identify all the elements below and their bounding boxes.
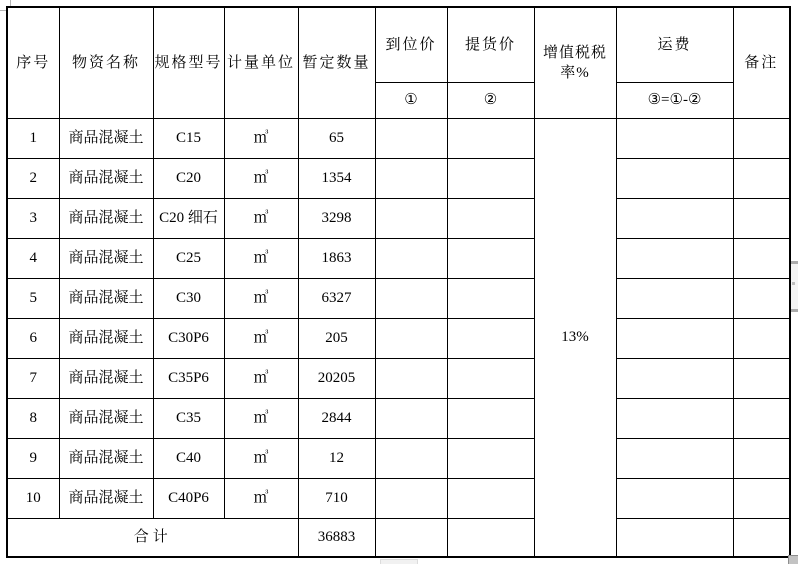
cell-qty[interactable]: 12 <box>298 438 375 478</box>
cell-vat-rate[interactable]: 13% <box>534 118 616 557</box>
cell-remark[interactable] <box>733 318 790 358</box>
cell-remark[interactable] <box>733 358 790 398</box>
cell-arrival-price[interactable] <box>375 318 447 358</box>
table-row <box>7 438 790 478</box>
cell-remark[interactable] <box>733 278 790 318</box>
cell-pickup-price[interactable] <box>447 198 534 238</box>
cell-remark[interactable] <box>733 438 790 478</box>
cell-remark[interactable] <box>733 518 790 557</box>
cell-arrival-price[interactable] <box>375 398 447 438</box>
col-header-freight[interactable]: 运费 <box>616 7 733 82</box>
col-header-pickup-price[interactable]: 提货价 <box>447 7 534 82</box>
cell-qty[interactable]: 65 <box>298 118 375 158</box>
header-row-1 <box>7 7 790 82</box>
cell-unit[interactable]: ㎥ <box>224 278 298 318</box>
cell-spec[interactable]: C20 细石 <box>153 198 224 238</box>
cell-pickup-price[interactable] <box>447 118 534 158</box>
table-row <box>7 158 790 198</box>
cell-pickup-price[interactable] <box>447 518 534 557</box>
table-row <box>7 238 790 278</box>
cell-serial[interactable]: 1 <box>7 118 59 158</box>
cell-freight[interactable] <box>616 438 733 478</box>
cell-spec[interactable]: C15 <box>153 118 224 158</box>
cell-arrival-price[interactable] <box>375 518 447 557</box>
cell-arrival-price[interactable] <box>375 278 447 318</box>
cell-remark[interactable] <box>733 198 790 238</box>
cell-material-name[interactable]: 商品混凝土 <box>59 158 153 198</box>
cell-remark[interactable] <box>733 238 790 278</box>
cell-serial[interactable]: 4 <box>7 238 59 278</box>
cell-serial[interactable]: 7 <box>7 358 59 398</box>
table-row <box>7 398 790 438</box>
col-header-vat-rate[interactable]: 增值税税率% <box>534 7 616 118</box>
cell-freight[interactable] <box>616 278 733 318</box>
cell-material-name[interactable]: 商品混凝土 <box>59 318 153 358</box>
col-header-serial[interactable]: 序号 <box>7 7 59 118</box>
cell-freight[interactable] <box>616 118 733 158</box>
cell-arrival-price[interactable] <box>375 158 447 198</box>
cell-total-qty[interactable]: 36883 <box>298 518 375 557</box>
cell-pickup-price[interactable] <box>447 318 534 358</box>
cell-unit[interactable]: ㎥ <box>224 478 298 518</box>
cell-arrival-price[interactable] <box>375 438 447 478</box>
cell-qty[interactable]: 1354 <box>298 158 375 198</box>
cell-serial[interactable]: 5 <box>7 278 59 318</box>
col-header-provisional-qty[interactable]: 暂定数量 <box>298 7 375 118</box>
cell-qty[interactable]: 20205 <box>298 358 375 398</box>
cell-remark[interactable] <box>733 478 790 518</box>
cell-freight[interactable] <box>616 238 733 278</box>
total-row <box>7 518 790 557</box>
vertical-scrollbar-fragment[interactable] <box>791 261 798 312</box>
subheader-pickup-price[interactable]: ② <box>447 82 534 118</box>
scrollbar-mark-icon <box>792 282 795 285</box>
cell-qty[interactable]: 3298 <box>298 198 375 238</box>
cell-freight[interactable] <box>616 198 733 238</box>
cell-freight[interactable] <box>616 518 733 557</box>
cell-spec[interactable]: C40P6 <box>153 478 224 518</box>
cell-spec[interactable]: C20 <box>153 158 224 198</box>
cell-pickup-price[interactable] <box>447 278 534 318</box>
cell-serial[interactable]: 3 <box>7 198 59 238</box>
cell-material-name[interactable]: 商品混凝土 <box>59 478 153 518</box>
cell-arrival-price[interactable] <box>375 238 447 278</box>
horizontal-scrollbar-fragment[interactable] <box>380 559 418 564</box>
cell-pickup-price[interactable] <box>447 398 534 438</box>
cell-unit[interactable]: ㎥ <box>224 158 298 198</box>
cell-serial[interactable]: 9 <box>7 438 59 478</box>
cell-qty[interactable]: 710 <box>298 478 375 518</box>
cell-spec[interactable]: C25 <box>153 238 224 278</box>
table-row <box>7 198 790 238</box>
cell-pickup-price[interactable] <box>447 158 534 198</box>
cell-unit[interactable]: ㎥ <box>224 118 298 158</box>
cell-material-name[interactable]: 商品混凝土 <box>59 278 153 318</box>
cell-spec[interactable]: C30 <box>153 278 224 318</box>
table-resize-handle[interactable] <box>788 555 798 564</box>
cell-pickup-price[interactable] <box>447 358 534 398</box>
cell-qty[interactable]: 205 <box>298 318 375 358</box>
cell-unit[interactable]: ㎥ <box>224 238 298 278</box>
col-header-arrival-price[interactable]: 到位价 <box>375 7 447 82</box>
subheader-freight-formula[interactable]: ③=①-② <box>616 82 733 118</box>
cell-material-name[interactable]: 商品混凝土 <box>59 358 153 398</box>
cell-remark[interactable] <box>733 398 790 438</box>
cell-unit[interactable]: ㎥ <box>224 318 298 358</box>
cell-pickup-price[interactable] <box>447 478 534 518</box>
table-row <box>7 118 790 158</box>
cell-pickup-price[interactable] <box>447 438 534 478</box>
cell-material-name[interactable]: 商品混凝土 <box>59 398 153 438</box>
cell-freight[interactable] <box>616 318 733 358</box>
cell-freight[interactable] <box>616 358 733 398</box>
cell-serial[interactable]: 2 <box>7 158 59 198</box>
col-header-unit[interactable]: 计量单位 <box>224 7 298 118</box>
cell-arrival-price[interactable] <box>375 198 447 238</box>
cell-freight[interactable] <box>616 398 733 438</box>
cell-qty[interactable]: 6327 <box>298 278 375 318</box>
cell-spec[interactable]: C40 <box>153 438 224 478</box>
cell-arrival-price[interactable] <box>375 358 447 398</box>
cell-serial[interactable]: 8 <box>7 398 59 438</box>
cell-arrival-price[interactable] <box>375 478 447 518</box>
cell-serial[interactable]: 10 <box>7 478 59 518</box>
table-row <box>7 358 790 398</box>
cell-serial[interactable]: 6 <box>7 318 59 358</box>
cell-qty[interactable]: 2844 <box>298 398 375 438</box>
cell-unit[interactable]: ㎥ <box>224 438 298 478</box>
cell-material-name[interactable]: 商品混凝土 <box>59 438 153 478</box>
cell-unit[interactable]: ㎥ <box>224 358 298 398</box>
col-header-remark[interactable]: 备注 <box>733 7 790 118</box>
materials-price-table <box>6 6 791 558</box>
cell-spec[interactable]: C35 <box>153 398 224 438</box>
cell-unit[interactable]: ㎥ <box>224 198 298 238</box>
table-row <box>7 478 790 518</box>
col-header-spec-model[interactable]: 规格型号 <box>153 7 224 118</box>
cell-total-label[interactable]: 合计 <box>7 518 298 557</box>
col-header-material-name[interactable]: 物资名称 <box>59 7 153 118</box>
cell-remark[interactable] <box>733 158 790 198</box>
subheader-arrival-price[interactable]: ① <box>375 82 447 118</box>
table-row <box>7 278 790 318</box>
cell-qty[interactable]: 1863 <box>298 238 375 278</box>
cell-material-name[interactable]: 商品混凝土 <box>59 118 153 158</box>
cell-unit[interactable]: ㎥ <box>224 398 298 438</box>
cell-material-name[interactable]: 商品混凝土 <box>59 238 153 278</box>
cell-pickup-price[interactable] <box>447 238 534 278</box>
cell-arrival-price[interactable] <box>375 118 447 158</box>
cell-freight[interactable] <box>616 478 733 518</box>
cell-freight[interactable] <box>616 158 733 198</box>
cell-material-name[interactable]: 商品混凝土 <box>59 198 153 238</box>
table-row <box>7 318 790 358</box>
cell-remark[interactable] <box>733 118 790 158</box>
cell-spec[interactable]: C35P6 <box>153 358 224 398</box>
cell-spec[interactable]: C30P6 <box>153 318 224 358</box>
